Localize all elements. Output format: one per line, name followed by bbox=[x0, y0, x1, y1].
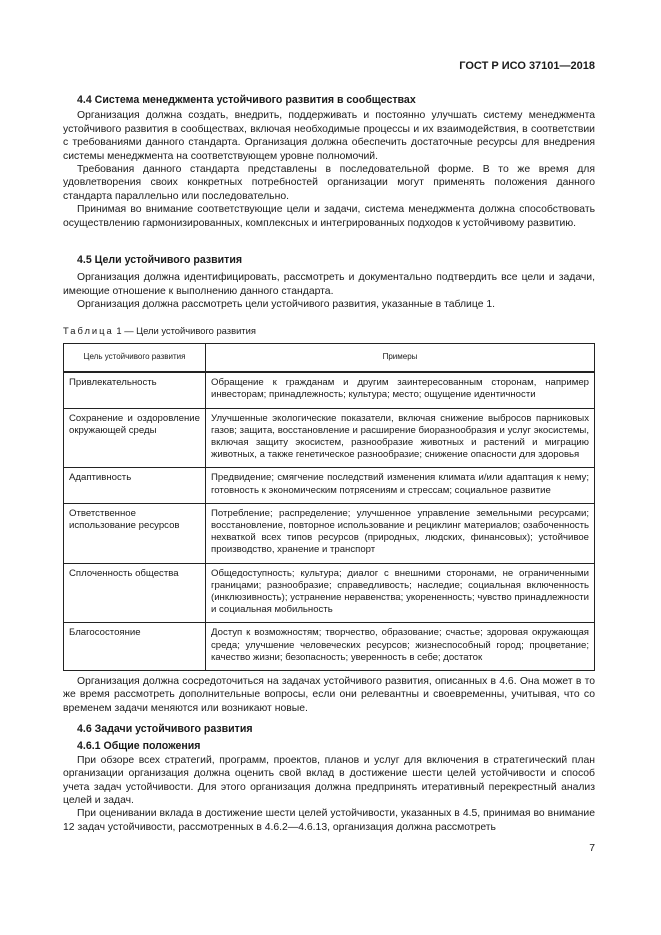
examples-cell: Общедоступность; культура; диалог с внешними сторонами, не ограниченными границами; разнообразие; справедливость; наследие; социальная включенность (инклюзивность); устранение неравенства; укорененность; чувство принадлежности и социальная мобильность bbox=[206, 563, 595, 623]
table-header-row bbox=[64, 344, 595, 373]
table-row bbox=[64, 372, 595, 408]
page-number: 7 bbox=[589, 843, 595, 854]
document-header: ГОСТ Р ИСО 37101—2018 bbox=[459, 60, 595, 72]
paragraph: Организация должна рассмотреть цели устойчивого развития, указанные в таблице 1. bbox=[77, 299, 496, 311]
section-heading: 4.4 Система менеджмента устойчивого развития в сообществах bbox=[77, 94, 416, 106]
goal-cell: Адаптивность bbox=[64, 468, 206, 503]
table-row bbox=[64, 503, 595, 563]
table-row bbox=[64, 623, 595, 671]
column-header: Цель устойчивого развития bbox=[64, 344, 206, 373]
paragraph: Организация должна идентифицировать, рассмотреть и документально подтвердить все цели и задачи, имеющие отношение к выполнению данного стандарта. bbox=[63, 272, 595, 297]
caption-word: Таблица bbox=[63, 325, 114, 336]
examples-cell: Обращение к гражданам и другим заинтересованным сторонам, например инвесторам; принадлежность; культура; место; ощущение идентичности bbox=[206, 372, 595, 408]
examples-cell: Улучшенные экологические показатели, включая снижение выбросов парниковых газов; защита, восстановление и расширение биоразнообразия и услуг экосистемы, включая защиту экосистем, разнообразие животных и растений и миграцию животных, а также генетическое разнообразие; снижение опасности для здоровья bbox=[206, 408, 595, 468]
paragraph: Требования данного стандарта представлены в последовательной форме. В то же время для удовлетворения своих конкретных потребностей организации могут применять положения данного стандарта параллельно или последовательно. bbox=[63, 164, 595, 202]
goal-cell: Сохранение и оздоровление окружающей среды bbox=[64, 408, 206, 468]
table-row bbox=[64, 408, 595, 468]
goal-cell: Сплоченность общества bbox=[64, 563, 206, 623]
paragraph: При оценивании вклада в достижение шести целей устойчивости, указанных в 4.5, принимая во внимание 12 задач устойчивости, рассмотренных в 4.6.2—4.6.13, организация должна рассмотреть bbox=[63, 808, 595, 833]
caption-text: 1 — Цели устойчивого развития bbox=[116, 325, 256, 336]
goal-cell: Привлекательность bbox=[64, 372, 206, 408]
goal-cell: Ответственное использование ресурсов bbox=[64, 503, 206, 563]
paragraph: Организация должна создать, внедрить, поддерживать и постоянно улучшать систему менеджмента устойчивого развития в сообществах, включая необходимые процессы и их взаимодействия, в соответствии с требованиями данного стандарта. Организация должна обеспечить достаточные ресурсы для внедрения системы менеджмента на соответствующем уровне полномочий. bbox=[63, 110, 595, 162]
section-4-4 bbox=[63, 94, 595, 230]
examples-cell: Предвидение; смягчение последствий изменения климата и/или адаптация к нему; готовность к экономическим потрясениям и стрессам; социальное развитие bbox=[206, 468, 595, 503]
section-heading: 4.6 Задачи устойчивого развития bbox=[77, 723, 253, 735]
table-row bbox=[64, 468, 595, 503]
table-caption bbox=[63, 324, 595, 337]
section-heading: 4.5 Цели устойчивого развития bbox=[77, 254, 243, 266]
table-goals bbox=[63, 343, 595, 671]
section-4-6 bbox=[63, 723, 595, 834]
paragraph: Организация должна сосредоточиться на задачах устойчивого развития, описанных в 4.6. Она может в то же время рассмотреть дополнительные вопросы, если они релевантны и своевременны, учитывая, что со временем задачи меняются или возникают новые. bbox=[63, 676, 595, 714]
subsection-heading: 4.6.1 Общие положения bbox=[77, 740, 201, 753]
paragraph: При обзоре всех стратегий, программ, проектов, планов и услуг для включения в стратегический план организации организация должна оценить свой вклад в достижение шести целей устойчивости и способ учета задач устойчивости. Для этого организация должна предпринять итеративный перекрестный анализ целей и задач. bbox=[63, 754, 595, 807]
after-table-text bbox=[63, 675, 595, 715]
table-row bbox=[64, 563, 595, 623]
paragraph: Принимая во внимание соответствующие цели и задачи, система менеджмента должна способствовать осуществлению гармонизированных, комплексных и интегрированных подходов к устойчивому развитию. bbox=[63, 204, 595, 229]
examples-cell: Потребление; распределение; улучшенное управление земельными ресурсами; восстановление, повторное использование и рециклинг материалов; озабоченность нехваткой всех типов ресурсов (природных, людских, финансовых); устойчивое производство, хранение и транспорт bbox=[206, 503, 595, 563]
examples-cell: Доступ к возможностям; творчество, образование; счастье; здоровая окружающая среда; улучшение человеческих ресурсов; жизнеспособный город; процветание; качество жизни; безопасность; уверенность в себе; достаток bbox=[206, 623, 595, 671]
section-4-5 bbox=[63, 254, 595, 312]
column-header: Примеры bbox=[206, 344, 595, 373]
goal-cell: Благосостояние bbox=[64, 623, 206, 671]
